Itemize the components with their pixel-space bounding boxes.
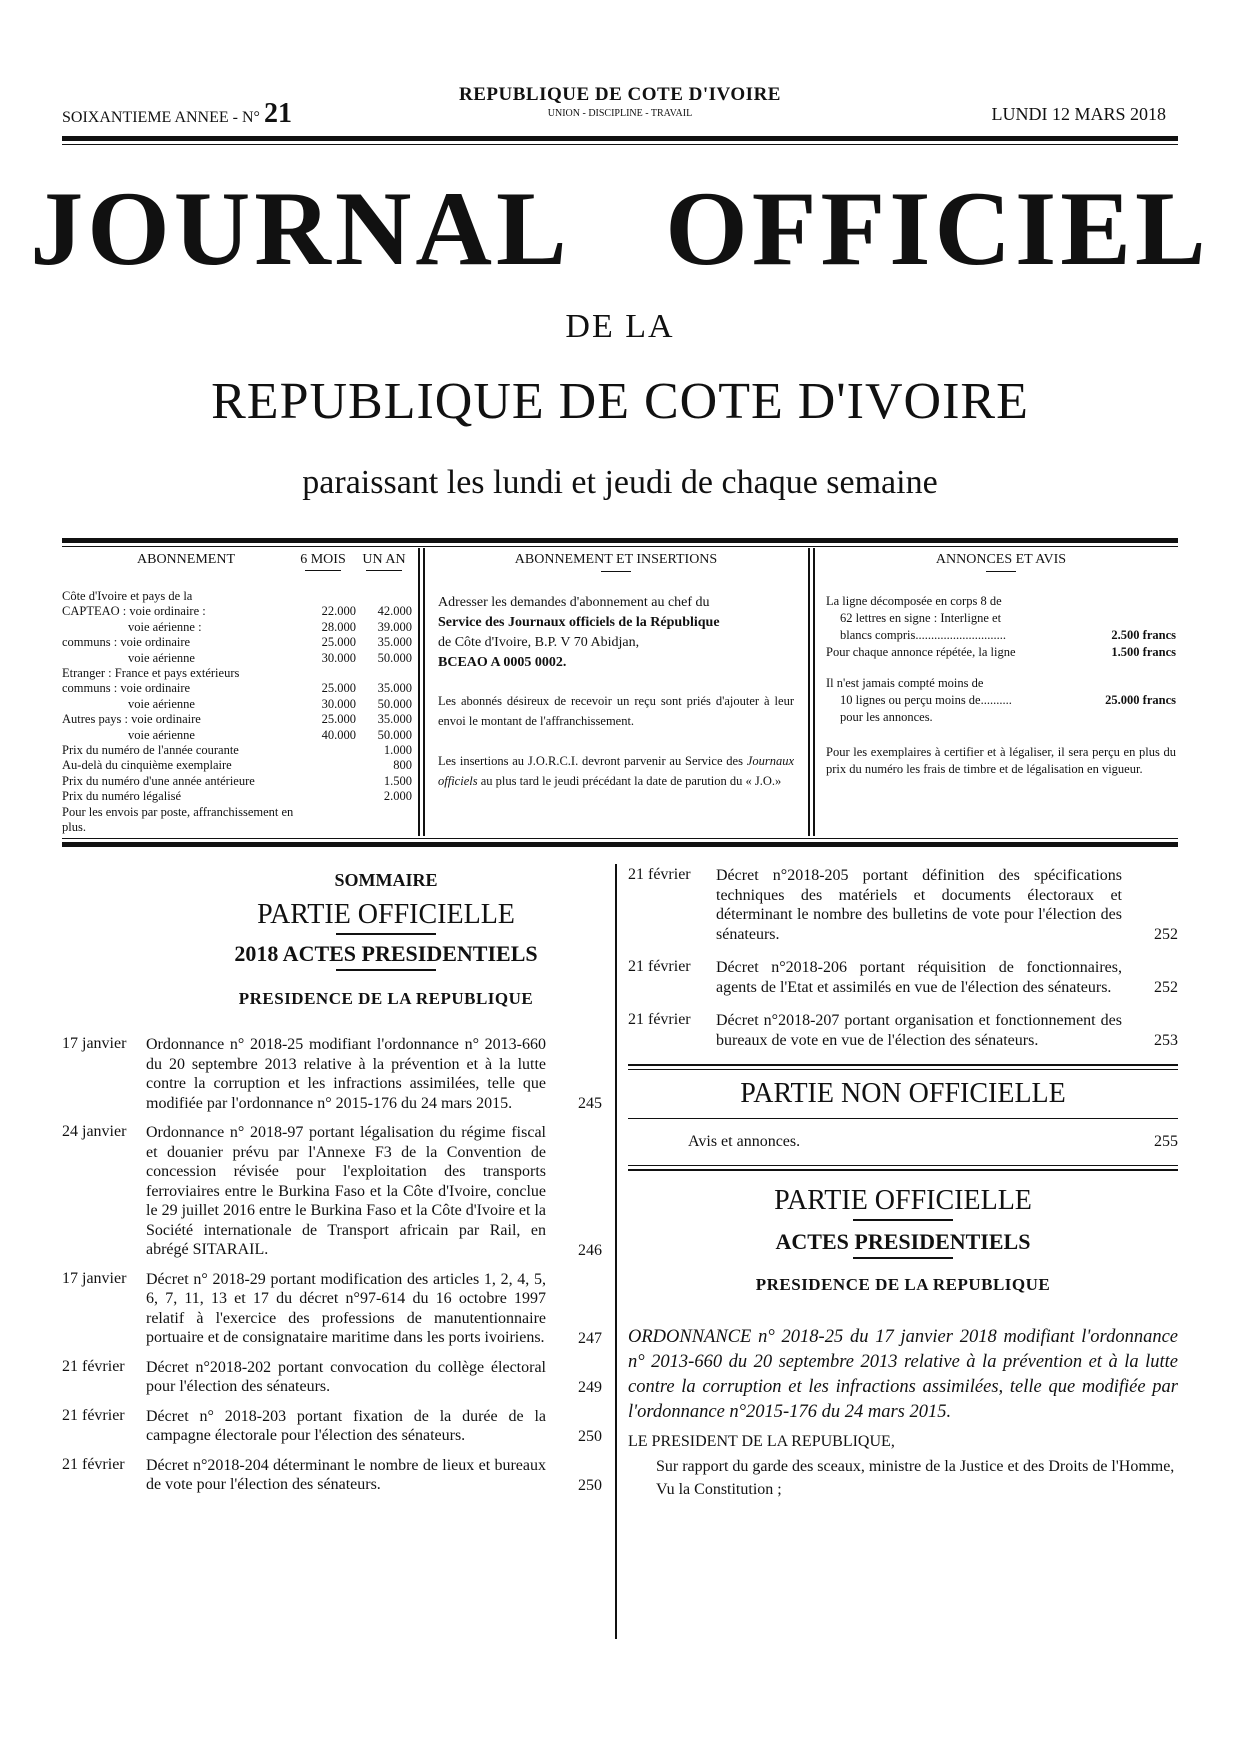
abonnement-row-unan: 50.000	[377, 696, 412, 711]
annonces-l4-price: 1.500 francs	[1111, 645, 1176, 659]
annonces-l3-row	[826, 627, 1176, 644]
issue-date: LUNDI 12 MARS 2018	[991, 104, 1166, 124]
abonnement-row-label: Prix du numéro d'une année antérieure	[62, 773, 255, 788]
abonnement-row-unan	[356, 666, 412, 681]
abonnement-row-6mois: 28.000	[321, 619, 356, 634]
toc-entry-date: 21 février	[62, 1455, 125, 1473]
insertions-p3-a: Les insertions au J.O.R.C.I. devront parvenir au Service des	[438, 754, 743, 768]
partie-non-officielle: PARTIE NON OFFICIELLE	[740, 1078, 1066, 1109]
abonnement-row-6mois	[308, 789, 356, 804]
toc-entry	[62, 1035, 602, 1113]
toc-entry	[62, 1270, 602, 1348]
toc-entry-date: 21 février	[628, 1011, 691, 1028]
abonnement-row-6mois	[308, 774, 356, 789]
sommaire-actes: 2018 ACTES PRESIDENTIELS	[234, 941, 538, 966]
annonces-l4-row	[826, 644, 1176, 661]
annonces-l4: Pour chaque annonce répétée, la ligne	[826, 645, 1016, 659]
constitution-line: Vu la Constitution ;	[656, 1481, 782, 1498]
toc-entry-date: 21 février	[628, 866, 691, 883]
toc-entry	[62, 1456, 602, 1495]
abonnement-row-6mois	[308, 758, 356, 773]
abonnement-row	[62, 620, 412, 635]
non-officielle-rule-top	[628, 1064, 1178, 1066]
annonces-heading: ANNONCES ET AVIS	[935, 552, 1067, 567]
insertions-p3-b: Journaux officiels	[438, 754, 794, 788]
annonces-l3-leader: .............................	[915, 628, 1006, 642]
abonnement-underlines	[62, 570, 412, 571]
toc-entry	[628, 958, 1178, 997]
annonces-l6: 10 lignes ou perçu moins de	[840, 693, 981, 707]
annonces-block-1	[826, 593, 1176, 661]
insertions-p1	[438, 593, 794, 673]
abonnement-row-6mois	[308, 666, 356, 681]
issue-number: 21	[263, 98, 292, 129]
country-header	[380, 84, 860, 119]
header-rule-thick	[62, 136, 1178, 141]
main-presidence: PRESIDENCE DE LA REPUBLIQUE	[755, 1275, 1051, 1294]
abonnement-col-unan: UN AN	[362, 552, 406, 567]
abonnement-row-label: Au-delà du cinquième exemplaire	[62, 758, 232, 773]
annonces-l6-leader: ..........	[980, 693, 1012, 707]
sommaire-title: SOMMAIRE	[334, 870, 438, 890]
year-label: SOIXANTIEME ANNEE - N°	[62, 109, 260, 126]
abonnement-row	[62, 728, 412, 743]
toc-entry-text: Décret n° 2018-203 portant fixation de la durée de la campagne électorale pour l'élection des sénateurs.	[146, 1407, 546, 1444]
annonces-l6-row	[826, 692, 1176, 709]
toc-entry-page: 250	[578, 1476, 602, 1494]
sommaire-partie-officielle: PARTIE OFFICIELLE	[257, 899, 515, 930]
toc-entry-date: 17 janvier	[62, 1035, 127, 1052]
toc-entry-page: 252	[1154, 926, 1178, 943]
toc-entry	[62, 1407, 602, 1446]
abonnement-row-unan: 35.000	[377, 681, 412, 696]
abonnement-row-label: Autres pays : voie ordinaire	[62, 712, 201, 727]
abonnement-row-unan: 35.000	[377, 712, 412, 727]
toc-right-list	[628, 866, 1178, 1050]
abonnement-row	[62, 604, 412, 619]
annonces-l3-price: 2.500 francs	[1111, 628, 1176, 642]
masthead-title: JOURNAL OFFICIEL	[30, 170, 1210, 287]
main-rule-top	[628, 1165, 1178, 1166]
motto: UNION - DISCIPLINE - TRAVAIL	[547, 108, 693, 119]
toc-entry-page: 249	[578, 1378, 602, 1396]
avis-row	[628, 1133, 1178, 1151]
abonnement-row	[62, 712, 412, 727]
toc-entry	[62, 1123, 602, 1260]
box-divider-1b	[423, 548, 425, 836]
country-name: REPUBLIQUE DE COTE D'IVOIRE	[459, 84, 781, 105]
abonnement-row-label: communs : voie ordinaire	[62, 635, 191, 650]
sommaire-actes-rule	[336, 969, 436, 971]
toc-entry-page: 247	[578, 1329, 602, 1347]
main-actes: ACTES PRESIDENTIELS	[775, 1229, 1031, 1254]
publication-frequency: paraissant les lundi et jeudi de chaque semaine	[302, 464, 938, 501]
toc-entry-text: Décret n°2018-204 déterminant le nombre de lieux et bureaux de vote pour l'élection des sénateurs.	[146, 1456, 546, 1493]
abonnement-row	[62, 805, 412, 836]
insertions-p1-b: Service des Journaux officiels de la République	[438, 615, 720, 630]
box-divider-2b	[813, 548, 815, 836]
sommaire-right-column	[628, 866, 1178, 1500]
abonnement-row-6mois: 40.000	[321, 727, 356, 742]
toc-entry-date: 24 janvier	[62, 1123, 127, 1140]
toc-entry-page: 245	[578, 1095, 602, 1112]
annonces-heading-rule	[986, 571, 1016, 572]
annonces-column	[826, 552, 1176, 778]
box-rule-thin	[62, 838, 1178, 839]
main-actes-rule	[853, 1257, 953, 1259]
president-line: LE PRESIDENT DE LA REPUBLIQUE,	[628, 1433, 895, 1450]
abonnement-row	[62, 666, 412, 681]
toc-entry-date: 17 janvier	[62, 1269, 127, 1287]
abonnement-column	[62, 552, 412, 836]
abonnement-row-label: voie aérienne	[128, 727, 195, 742]
abonnement-col-6mois: 6 MOIS	[300, 552, 346, 567]
toc-entry-page: 253	[1154, 1032, 1178, 1049]
box-rule-thick	[62, 842, 1178, 847]
abonnement-row-6mois: 25.000	[321, 635, 356, 650]
non-officielle-rule-bottom	[628, 1118, 1178, 1119]
toc-entry-date: 21 février	[628, 958, 691, 975]
main-rule-top-2	[628, 1169, 1178, 1171]
abonnement-row-label: voie aérienne :	[128, 619, 202, 634]
masthead-rule-thin	[62, 546, 1178, 547]
abonnement-row-6mois: 22.000	[321, 604, 356, 619]
abonnement-row-unan: 1.500	[383, 773, 412, 788]
abonnement-row-unan	[356, 805, 412, 836]
toc-entry-text: Décret n° 2018-29 portant modification des articles 1, 2, 4, 5, 6, 7, 11, 13 et 17 du décret n°97-614 du 16 octobre 1997 relatif à l'exercice des professions de manutentionnaire portuaire et de consignataire maritime dans les ports ivoiriens.	[146, 1270, 546, 1346]
ordonnance-title: ORDONNANCE n° 2018-25 du 17 janvier 2018 modifiant l'ordonnance n° 2013-660 du 20 septembre 2013 relative à la prévention et à la lutte contre la corruption et les infractions assimilées, telle que modifiée par l'ordonnance n°2015-176 du 24 mars 2015.	[628, 1327, 1178, 1422]
non-officielle-rule-top-2	[628, 1069, 1178, 1070]
main-partie-rule	[853, 1219, 953, 1221]
insertions-p3	[438, 751, 794, 791]
abonnement-row-unan: 2.000	[383, 789, 412, 804]
abonnement-row-label: Prix du numéro légalisé	[62, 789, 182, 804]
masthead-rule-thick	[62, 538, 1178, 543]
sommaire-left-column	[62, 870, 602, 1505]
toc-entry-text: Décret n°2018-205 portant définition des spécifications techniques des matériels et documents électoraux et déterminant le nombre des bulletins de vote pour l'élection des sénateurs.	[716, 867, 1122, 943]
abonnement-row-label: voie aérienne	[128, 650, 195, 665]
abonnement-row-label: communs : voie ordinaire	[62, 681, 191, 696]
abonnement-row	[62, 635, 412, 650]
rapport-line: Sur rapport du garde des sceaux, ministre de la Justice et des Droits de l'Homme,	[656, 1458, 1175, 1475]
header-rule-thin	[62, 144, 1178, 145]
abonnement-rows	[62, 604, 412, 835]
insertions-p3-c: au plus tard le jeudi précédant la date de parution du « J.O.»	[480, 774, 782, 788]
toc-entry	[628, 866, 1178, 944]
abonnement-row-6mois: 25.000	[321, 712, 356, 727]
abonnement-row-6mois: 25.000	[321, 681, 356, 696]
abonnement-row-label: Prix du numéro de l'année courante	[62, 743, 239, 758]
issue-line	[62, 98, 292, 130]
toc-entry-page: 250	[578, 1427, 602, 1445]
insertions-p1-c: de Côte d'Ivoire, B.P. V 70 Abidjan,	[438, 635, 640, 650]
toc-entry-page: 246	[578, 1241, 602, 1259]
abonnement-row	[62, 651, 412, 666]
abonnement-row-unan: 42.000	[377, 604, 412, 619]
masthead-de-la: DE LA	[565, 308, 675, 345]
abonnement-row-label: CAPTEAO : voie ordinaire :	[62, 604, 206, 619]
main-partie-officielle: PARTIE OFFICIELLE	[774, 1185, 1032, 1216]
box-divider-1	[418, 548, 420, 836]
toc-entry-text: Ordonnance n° 2018-97 portant légalisation du régime fiscal et douanier prévu par l'Annexe F3 de la Convention de concession révisée pour l'exploitation des transports ferroviaires entre le Burkina Faso et la Côte d'Ivoire, conclue le 29 juillet 2016 entre le Burkina Faso et la Côte d'Ivoire et la Société internationale de Transport africain par Rail, en abrégé SITARAIL.	[146, 1124, 546, 1258]
toc-entry-text: Décret n°2018-202 portant convocation du collège électoral pour l'élection des sénateurs.	[146, 1358, 546, 1395]
annonces-l5: Il n'est jamais compté moins de	[826, 676, 984, 690]
column-divider	[615, 864, 617, 1639]
avis-label: Avis et annonces.	[688, 1133, 801, 1150]
toc-entry-date: 21 février	[62, 1357, 125, 1375]
abonnement-row-unan: 39.000	[377, 619, 412, 634]
abonnement-intro: Côte d'Ivoire et pays de la	[62, 589, 193, 603]
annonces-l8: Pour les exemplaires à certifier et à légaliser, il sera perçu en plus du prix du numéro les frais de timbre et de légalisation en vigueur.	[826, 745, 1176, 776]
abonnement-row-6mois	[308, 743, 356, 758]
insertions-column	[438, 552, 794, 791]
annonces-l3: blancs compris	[840, 628, 916, 642]
avis-page: 255	[1154, 1133, 1178, 1150]
toc-entry-date: 21 février	[62, 1406, 125, 1424]
box-divider-2	[808, 548, 810, 836]
abonnement-row-label: voie aérienne	[128, 696, 195, 711]
toc-entry-page: 252	[1154, 979, 1178, 996]
annonces-block-2	[826, 675, 1176, 726]
abonnement-row-unan: 50.000	[377, 650, 412, 665]
abonnement-row-6mois: 30.000	[321, 650, 356, 665]
abonnement-row-unan: 50.000	[377, 727, 412, 742]
annonces-l6-price: 25.000 francs	[1105, 693, 1176, 707]
annonces-l2: 62 lettres en signe : Interligne et	[840, 611, 1002, 625]
abonnement-header	[62, 552, 412, 568]
sommaire-partie-rule	[336, 933, 436, 935]
toc-entry	[62, 1358, 602, 1397]
sommaire-presidence: PRESIDENCE DE LA REPUBLIQUE	[238, 989, 534, 1008]
abonnement-row-6mois: 30.000	[321, 696, 356, 711]
abonnement-row-label: Pour les envois par poste, affranchissement en plus.	[62, 804, 294, 835]
insertions-p1-a: Adresser les demandes d'abonnement au chef du	[438, 595, 710, 610]
abonnement-row-unan: 35.000	[377, 635, 412, 650]
annonces-l1: La ligne décomposée en corps 8 de	[826, 594, 1002, 608]
insertions-p2: Les abonnés désireux de recevoir un reçu sont priés d'ajouter à leur envoi le montant de l'affranchissement.	[438, 694, 794, 728]
abonnement-row	[62, 681, 412, 696]
abonnement-row-unan: 1.000	[383, 743, 412, 758]
abonnement-row-unan: 800	[393, 758, 412, 773]
abonnement-row	[62, 789, 412, 804]
toc-entry-text: Ordonnance n° 2018-25 modifiant l'ordonnance n° 2013-660 du 20 septembre 2013 relative à la prévention et à la lutte contre la corruption et les infractions assimilées, telle que modifiée par l'ordonnance n° 2015-176 du 24 mars 2015.	[146, 1036, 546, 1112]
insertions-p1-d: BCEAO A 0005 0002.	[438, 655, 567, 670]
abonnement-row	[62, 743, 412, 758]
insertions-heading-rule	[601, 571, 631, 572]
toc-left-list	[62, 1035, 602, 1495]
toc-entry-text: Décret n°2018-206 portant réquisition de fonctionnaires, agents de l'Etat et assimilés en vue de l'élection des sénateurs.	[716, 959, 1122, 996]
annonces-l7: pour les annonces.	[840, 710, 933, 724]
masthead-republique: REPUBLIQUE DE COTE D'IVOIRE	[211, 373, 1029, 430]
abonnement-row-6mois	[308, 805, 356, 836]
insertions-heading: ABONNEMENT ET INSERTIONS	[514, 552, 718, 567]
abonnement-heading: ABONNEMENT	[137, 552, 235, 567]
abonnement-row	[62, 774, 412, 789]
toc-entry	[628, 1011, 1178, 1050]
toc-entry-text: Décret n°2018-207 portant organisation et fonctionnement des bureaux de vote en vue de l'élection des sénateurs.	[716, 1012, 1122, 1049]
abonnement-row-label: Etranger : France et pays extérieurs	[62, 666, 240, 681]
abonnement-row	[62, 758, 412, 773]
abonnement-row	[62, 697, 412, 712]
